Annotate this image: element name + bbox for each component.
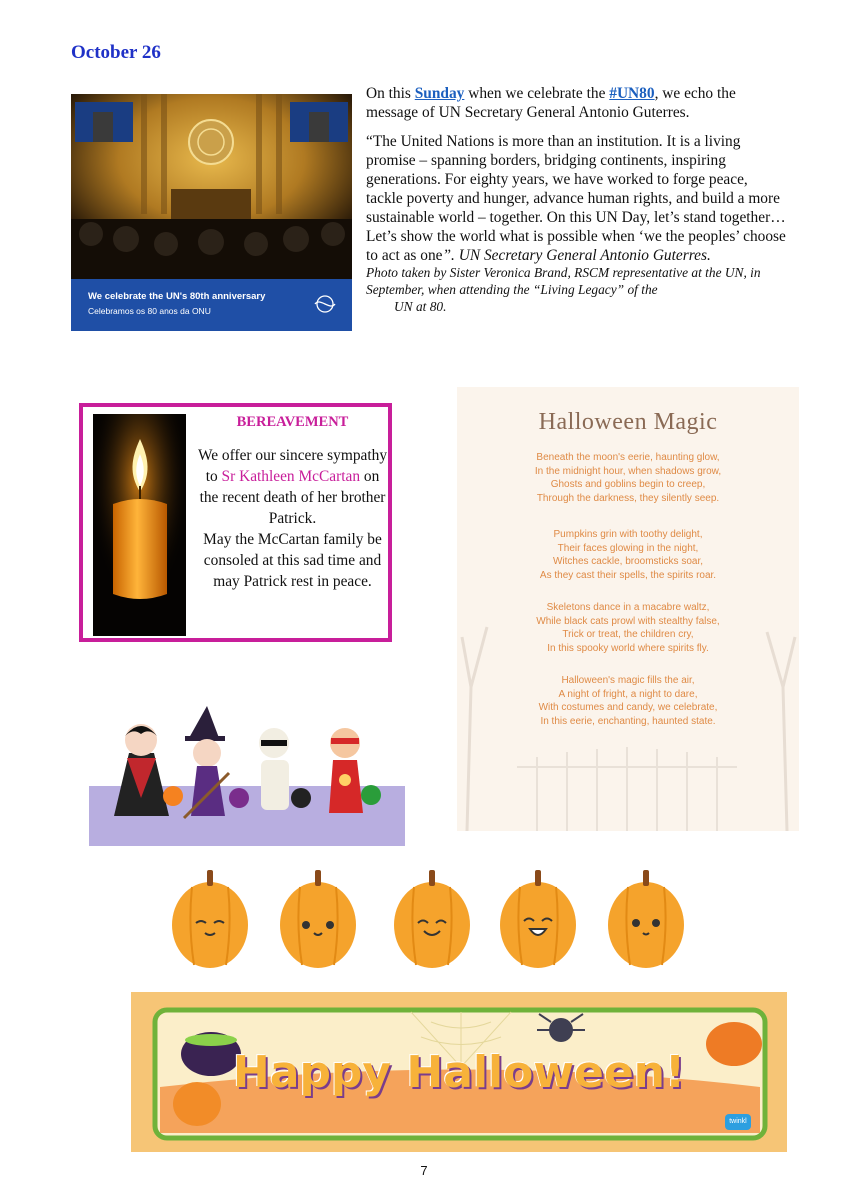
sunday-link[interactable]: Sunday xyxy=(414,85,465,102)
poem-line: Beneath the moon's eerie, haunting glow, xyxy=(536,452,720,463)
pumpkin-smile-icon xyxy=(280,870,356,968)
photo-banner-line1: We celebrate the UN's 80th anniversary xyxy=(88,291,266,302)
poem-line: With costumes and candy, we celebrate, xyxy=(538,702,718,713)
photo-caption xyxy=(366,264,786,315)
pumpkin-faces-row xyxy=(160,870,700,980)
poem-line: Through the darkness, they silently seep. xyxy=(536,492,720,504)
poem-line: Halloween's magic fills the air, xyxy=(561,675,695,686)
date-heading: October 26 xyxy=(71,42,161,63)
pumpkin-sleepy-icon xyxy=(172,870,248,968)
message-end: on the recent death of her brother Patrick. xyxy=(199,468,386,527)
intro-middle: when we celebrate the xyxy=(464,85,610,102)
poem-line: In this eerie, enchanting, haunted state. xyxy=(540,715,716,727)
message-start: We offer our sincere sympathy to xyxy=(197,447,388,485)
poem-line: Pumpkins grin with toothy delight, xyxy=(553,529,703,540)
assembly-hall-illustration xyxy=(71,94,352,279)
candle-image xyxy=(93,414,186,636)
un-intro xyxy=(366,84,786,122)
pumpkin-happy-icon xyxy=(394,870,470,968)
bereavement-message xyxy=(195,445,390,592)
un80-link[interactable]: #UN80 xyxy=(609,85,655,102)
poem-line: A night of fright, a night to dare, xyxy=(558,688,698,700)
caption-line2: UN at 80. xyxy=(394,299,447,314)
poem-line: In this spooky world where spirits fly. xyxy=(547,642,709,654)
poem-stanza-1 xyxy=(457,451,799,505)
banner-brand-logo: twinkl xyxy=(729,1118,747,1125)
un-day-text xyxy=(366,84,786,315)
un80-logo-icon xyxy=(312,291,338,317)
happy-halloween-banner xyxy=(131,992,787,1152)
quote-text: “The United Nations is more than an institution. It is a living promise – spanning borders, bridging continents, inspiring generations. For eighty years, we have worked to forge peace, tackle poverty and hunger, advance human rights, and build a more sustainable world – together. On this UN Day, let’s stand together… Let’s show the world what is possible when ‘we the peoples’ choose to act as one xyxy=(366,133,786,264)
poem-line: Ghosts and goblins begin to creep, xyxy=(550,479,706,490)
poem-line: Trick or treat, the children cry, xyxy=(562,629,694,640)
poem-line: In the midnight hour, when shadows grow, xyxy=(534,465,722,477)
un-quote xyxy=(366,132,786,265)
poem-line: Witches cackle, broomsticks soar, xyxy=(552,556,704,567)
intro-suffix: , we echo the message of UN Secretary General Antonio Guterres. xyxy=(366,85,736,121)
halloween-kids-illustration xyxy=(89,698,405,846)
page-number: 7 xyxy=(420,1163,428,1178)
bereaved-sister-name: Sr Kathleen McCartan xyxy=(221,468,361,485)
un-assembly-photo xyxy=(71,94,352,331)
poem-line: While black cats prowl with stealthy false, xyxy=(536,615,720,627)
poem-title: Halloween Magic xyxy=(538,409,718,435)
pumpkin-surprised-icon xyxy=(608,870,684,968)
caption-line1: Photo taken by Sister Veronica Brand, RSCM representative at the UN, in September, when attending the “Living Legacy” of the xyxy=(366,265,761,297)
photo-banner xyxy=(71,279,352,331)
poem-line: Their faces glowing in the night, xyxy=(557,542,699,554)
poem-stanza-3 xyxy=(457,601,799,655)
prayer-line: May the McCartan family be consoled at this sad time and may Patrick rest in peace. xyxy=(203,531,382,590)
banner-title: Happy Halloween! xyxy=(232,1047,686,1098)
bereavement-notice xyxy=(79,403,392,642)
intro-prefix: On this xyxy=(366,85,415,102)
poem-stanza-2 xyxy=(457,528,799,582)
photo-banner-line2: Celebramos os 80 anos da ONU xyxy=(88,306,211,316)
poem-line: As they cast their spells, the spirits roar. xyxy=(539,569,717,581)
poem-line: Skeletons dance in a macabre waltz, xyxy=(546,602,710,613)
pumpkin-laughing-icon xyxy=(500,870,576,968)
halloween-poem-card xyxy=(457,387,799,831)
quote-attribution: ”. UN Secretary General Antonio Guterres. xyxy=(442,247,711,264)
bereavement-title: BEREAVEMENT xyxy=(236,414,349,430)
poem-stanza-4 xyxy=(457,674,799,728)
